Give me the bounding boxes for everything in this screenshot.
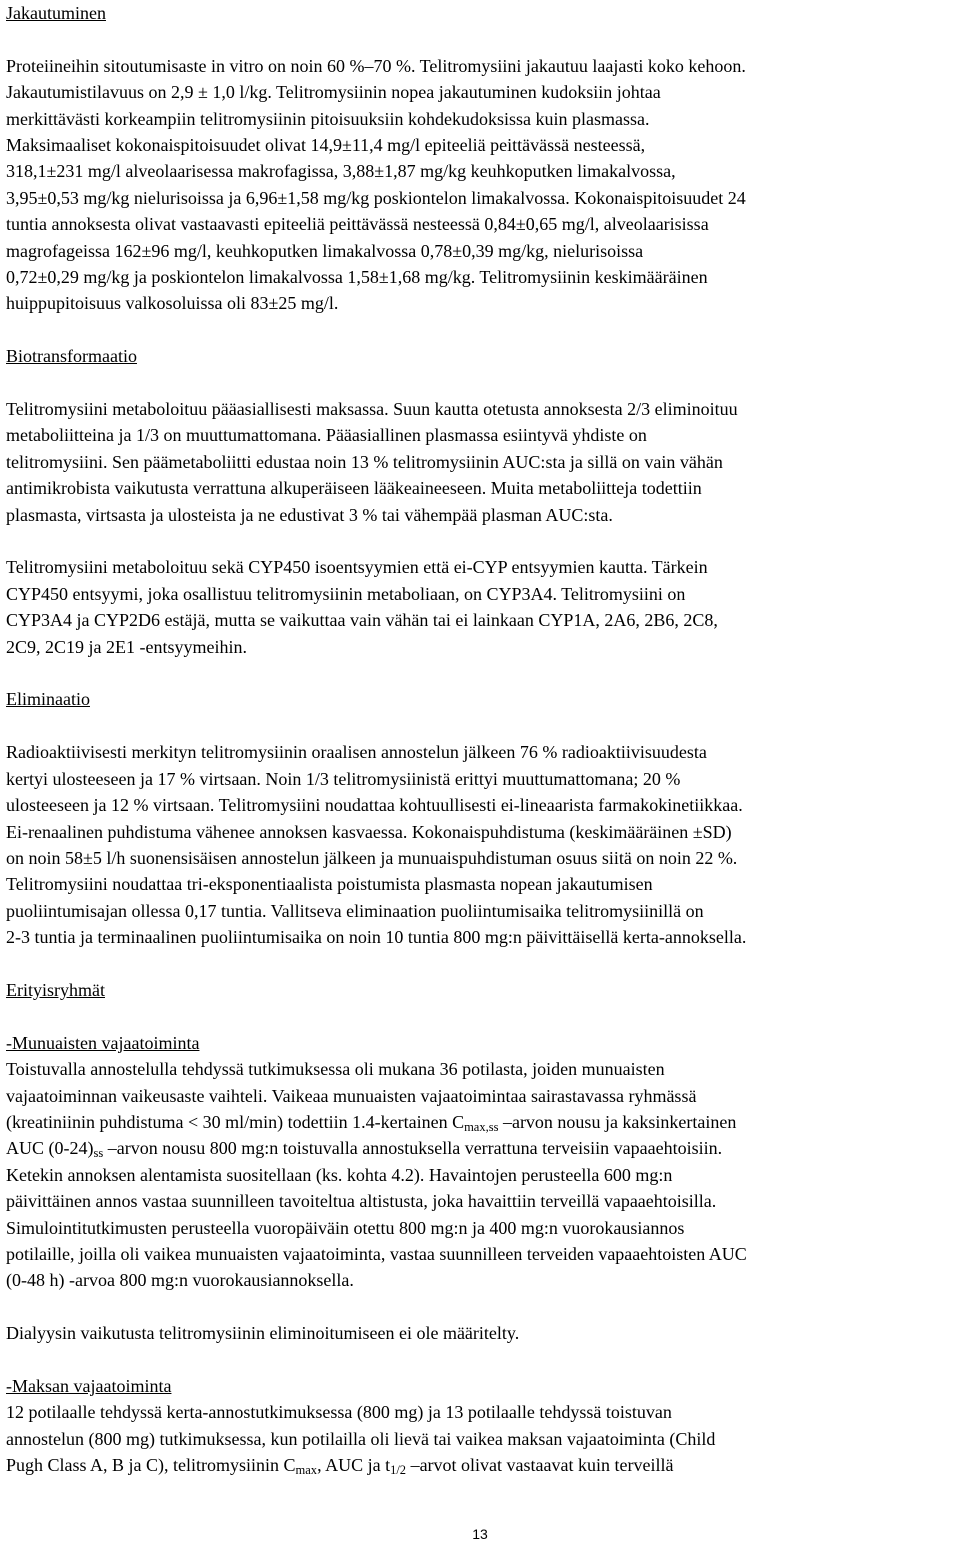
- subheading-munuaisten-vajaatoiminta: -Munuaisten vajaatoiminta: [6, 1032, 200, 1053]
- text-line: päivittäinen annos vastaa suunnilleen tavoiteltua altistusta, joka havaittiin terveillä vapaaehtoisilla.: [6, 1191, 717, 1212]
- text-line: merkittävästi korkeampiin telitromysiinin pitoisuuksiin kohdekudoksissa kuin plasmassa.: [6, 108, 650, 129]
- text-line: huippupitoisuus valkosoluissa oli 83±25 mg/l.: [6, 293, 339, 314]
- text-line: [6, 1109, 954, 1135]
- paragraph-eliminaatio: [6, 739, 954, 950]
- text-line: vajaatoiminnan vaikeusaste vaihteli. Vaikeaa munuaisten vajaatoimintaa sairastavassa ryhmässä: [6, 1085, 697, 1106]
- text-line: Maksimaaliset kokonaispitoisuudet olivat 14,9±11,4 mg/l epiteeliä peittävässä nesteessä,: [6, 135, 646, 156]
- subheading-maksan-vajaatoiminta: -Maksan vajaatoiminta: [6, 1375, 172, 1396]
- text-line: annostelun (800 mg) tutkimuksessa, kun potilailla oli lievä tai vaikea maksan vajaatoiminta (Child: [6, 1428, 716, 1449]
- text-line: Toistuvalla annostelulla tehdyssä tutkimuksessa oli mukana 36 potilasta, joiden munuaisten: [6, 1059, 665, 1080]
- heading-jakautuminen: Jakautuminen: [6, 3, 106, 23]
- paragraph-maksan-vajaatoiminta: [6, 1399, 954, 1478]
- text-line: Radioaktiivisesti merkityn telitromysiinin oraalisen annostelun jälkeen 76 % radioaktiivisuudesta: [6, 742, 707, 763]
- text-line: Proteiineihin sitoutumisaste in vitro on noin 60 %–70 %. Telitromysiini jakautuu laajasti koko kehoon.: [6, 55, 746, 76]
- heading-biotransformaatio: Biotransformaatio: [6, 346, 137, 367]
- text-fragment: –arvon nousu ja kaksinkertainen: [498, 1111, 737, 1132]
- text-line: Telitromysiini metaboloituu sekä CYP450 isoentsyymien että ei-CYP entsyymien kautta. Tärkein: [6, 557, 708, 578]
- text-line: kertyi ulosteeseen ja 17 % virtsaan. Noin 1/3 telitromysiinistä erittyi muuttumattomana; 20 %: [6, 768, 681, 789]
- text-line: 2C9, 2C19 ja 2E1 -entsyymeihin.: [6, 636, 247, 657]
- text-fragment: , AUC ja t: [317, 1455, 391, 1476]
- text-fragment: (kreatiniinin puhdistuma < 30 ml/min) todettiin 1.4-kertainen C: [6, 1111, 465, 1132]
- text-fragment: AUC (0-24): [6, 1138, 94, 1159]
- text-line: metaboliitteina ja 1/3 on muuttumattomana. Pääasiallinen plasmassa esiintyvä yhdiste on: [6, 425, 647, 446]
- text-fragment: Pugh Class A, B ja C), telitromysiinin C: [6, 1455, 296, 1476]
- text-line: ulosteeseen ja 12 % virtsaan. Telitromysiini noudattaa kohtuullisesti ei-lineaarista farmakokinetiikkaa.: [6, 795, 743, 816]
- text-line: (0-48 h) -arvoa 800 mg:n vuorokausiannoksella.: [6, 1270, 354, 1291]
- text-line: tuntia annoksesta olivat vastaavasti epiteeliä peittävässä nesteessä 0,84±0,65 mg/l, alveolaarisissa: [6, 214, 709, 235]
- subscript: ss: [93, 1146, 104, 1161]
- text-fragment: –arvon nousu 800 mg:n toistuvalla annostuksella verrattuna terveisiin vapaaehtoisiin.: [103, 1138, 723, 1159]
- text-line: magrofageissa 162±96 mg/l, keuhkoputken limakalvossa 0,78±0,39 mg/kg, nielurisoissa: [6, 240, 644, 261]
- text-line: telitromysiini. Sen päämetaboliitti edustaa noin 13 % telitromysiinin AUC:sta ja sillä on vain vähän: [6, 451, 723, 472]
- text-line: Jakautumistilavuus on 2,9 ± 1,0 l/kg. Telitromysiinin nopea jakautuminen kudoksiin johtaa: [6, 82, 661, 103]
- text-line: puoliintumisajan ollessa 0,17 tuntia. Vallitseva eliminaation puoliintumisaika telitromysiinillä on: [6, 900, 704, 921]
- text-fragment: –arvot olivat vastaavat kuin terveillä: [406, 1455, 674, 1476]
- page-number: 13: [472, 1526, 488, 1542]
- text-line: Ketekin annoksen alentamista suositellaan (ks. kohta 4.2). Havaintojen perusteella 600 mg:n: [6, 1164, 673, 1185]
- paragraph-dialyysi: Dialyysin vaikutusta telitromysiinin eliminoitumiseen ei ole määritelty.: [6, 1323, 520, 1344]
- paragraph-biotransformaatio-1: [6, 396, 954, 528]
- text-line: Ei-renaalinen puhdistuma vähenee annoksen kasvaessa. Kokonaispuhdistuma (keskimääräinen ±SD): [6, 821, 732, 842]
- text-line: Simulointitutkimusten perusteella vuoropäiväin otettu 800 mg:n ja 400 mg:n vuorokausiannos: [6, 1217, 685, 1238]
- text-line: CYP450 entsyymi, joka osallistuu telitromysiinin metaboliaan, on CYP3A4. Telitromysiini on: [6, 583, 686, 604]
- heading-eliminaatio: Eliminaatio: [6, 689, 90, 710]
- paragraph-jakautuminen: [6, 53, 954, 317]
- text-line: 12 potilaalle tehdyssä kerta-annostutkimuksessa (800 mg) ja 13 potilaalle tehdyssä toistuvan: [6, 1402, 672, 1423]
- text-line: potilaille, joilla oli vaikea munuaisten vajaatoiminta, vastaa suunnilleen terveiden vapaaehtoisten AUC: [6, 1243, 747, 1264]
- text-line: Telitromysiini noudattaa tri-eksponentiaalista poistumista plasmasta nopean jakautumisen: [6, 874, 653, 895]
- text-line: antimikrobista vaikutusta verrattuna alkuperäiseen lääkeaineeseen. Muita metaboliitteja todettiin: [6, 478, 702, 499]
- text-line: Telitromysiini metaboloituu pääasiallisesti maksassa. Suun kautta otetusta annoksesta 2/3 eliminoituu: [6, 399, 738, 420]
- text-line: 0,72±0,29 mg/kg ja poskiontelon limakalvossa 1,58±1,68 mg/kg. Telitromysiinin keskimääräinen: [6, 267, 708, 288]
- text-line: 3,95±0,53 mg/kg nielurisoissa ja 6,96±1,58 mg/kg poskiontelon limakalvossa. Kokonaispitoisuudet 24: [6, 187, 746, 208]
- text-line: [6, 1135, 954, 1161]
- subscript: max: [295, 1463, 318, 1478]
- text-line: on noin 58±5 l/h suonensisäisen annostelun jälkeen ja munuaispuhdistuman osuus siitä on noin 22 %.: [6, 847, 738, 868]
- text-line: plasmasta, virtsasta ja ulosteista ja ne edustivat 3 % tai vähempää plasman AUC:sta.: [6, 504, 613, 525]
- heading-erityisryhmat: Erityisryhmät: [6, 979, 105, 1000]
- subscript: max,ss: [464, 1119, 499, 1134]
- paragraph-biotransformaatio-2: [6, 554, 954, 660]
- document-page: [6, 0, 954, 1479]
- text-line: 318,1±231 mg/l alveolaarisessa makrofagissa, 3,88±1,87 mg/kg keuhkoputken limakalvossa,: [6, 161, 676, 182]
- paragraph-munuaisten-vajaatoiminta: [6, 1056, 954, 1294]
- text-line: CYP3A4 ja CYP2D6 estäjä, mutta se vaikuttaa vain vähän tai ei lainkaan CYP1A, 2A6, 2B6, 2C8,: [6, 610, 718, 631]
- subscript: 1/2: [390, 1463, 407, 1478]
- text-line: [6, 1452, 954, 1478]
- text-line: 2-3 tuntia ja terminaalinen puoliintumisaika on noin 10 tuntia 800 mg:n päivittäisellä kerta-annoksella.: [6, 927, 747, 948]
